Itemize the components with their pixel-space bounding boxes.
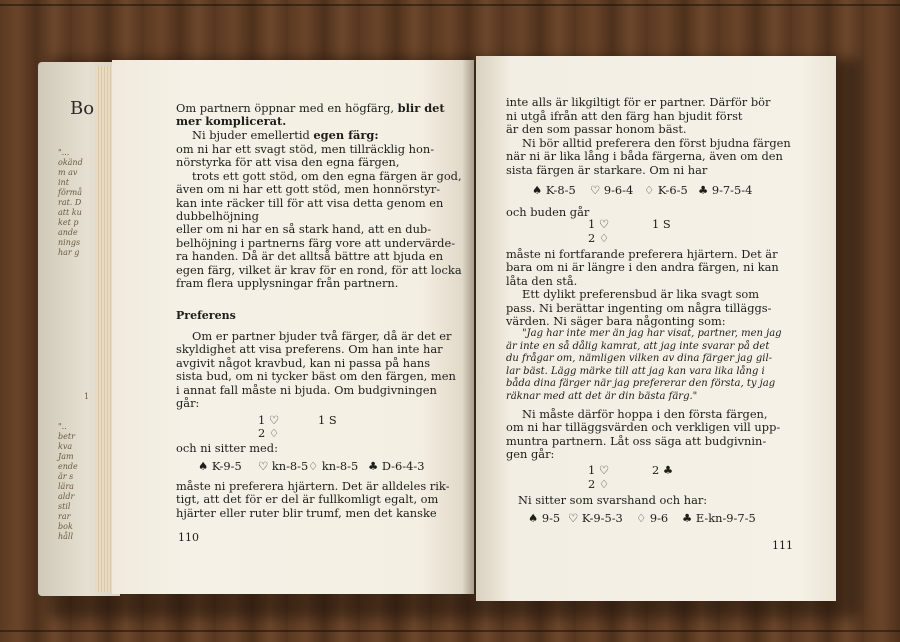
text-line: egen färg, vilket är krav för en rond, för att locka bbox=[176, 262, 462, 277]
text-line: om ni har tilläggsvärden och verkligen vill upp- bbox=[506, 420, 781, 435]
text-line: i annat fall måste ni bjuda. Om budgivningen bbox=[176, 382, 437, 397]
text-line: är inte en så dålig kamrat, att jag inte svarar på det bbox=[506, 340, 770, 352]
cover-blurb-bottom: ".. betr kva Jam ende är s lära aldr stil rar bok håll bbox=[58, 422, 78, 541]
hand-diamonds: ♢ kn-8-5 bbox=[308, 459, 359, 473]
text-line: belhöjning i partnerns färg vore att undervärde- bbox=[176, 235, 456, 250]
text-line: tigt, att det för er del är fullkomligt egalt, om bbox=[176, 492, 439, 507]
text-line: Ett dylikt preferensbud är lika svagt som bbox=[522, 287, 760, 302]
left-page bbox=[112, 60, 474, 594]
bid-line: 1 S bbox=[652, 217, 671, 231]
text-line: räknar med att det är din bästa färg." bbox=[506, 391, 698, 402]
section-heading: Preferens bbox=[176, 309, 236, 322]
table-seam bbox=[0, 4, 900, 6]
text-line: måste ni fortfarande preferera hjärtern. Det är bbox=[506, 247, 778, 261]
text-line: hjärter eller ruter blir trumf, men det kanske bbox=[176, 505, 437, 520]
text-line: muntra partnern. Låt oss säga att budgivnin- bbox=[506, 433, 767, 448]
bid-line: 1 ♡ bbox=[588, 217, 610, 231]
text-line: Ni måste därför hoppa i den första färgen, bbox=[522, 407, 768, 421]
cover-title: Bo bbox=[70, 98, 95, 119]
text-line: dubbelhöjning bbox=[176, 209, 259, 223]
text-line: båda dina färger när jag prefererar den första, ty jag bbox=[506, 378, 776, 390]
text-line: och buden går bbox=[506, 205, 590, 219]
hand-spades: ♠ 9-5 bbox=[528, 511, 561, 525]
text-line: Om partnern öppnar med en högfärg, blir det bbox=[176, 101, 445, 115]
text-line: går: bbox=[176, 396, 200, 410]
text-line: trots ett gott stöd, om den egna färgen är god, bbox=[192, 168, 462, 183]
bid-line: 2 ♢ bbox=[258, 426, 280, 440]
page-number: 111 bbox=[772, 539, 793, 552]
text-line: Ni sitter som svarshand och har: bbox=[518, 493, 708, 507]
text-line: och ni sitter med: bbox=[176, 441, 278, 455]
text-line: är den som passar honom bäst. bbox=[506, 122, 687, 137]
text-line: Ni bör alltid preferera den först bjudna färgen bbox=[522, 135, 791, 150]
text-line: bara om ni är längre i den andra färgen, ni kan bbox=[506, 260, 779, 275]
text-line: om ni har ett svagt stöd, men tillräcklig hon- bbox=[176, 142, 435, 156]
cover-blurb-top: "... okänd m av int förmå rat. D att ku ket p ande nings har g bbox=[58, 148, 83, 257]
text-line: gen går: bbox=[506, 447, 555, 462]
cover-page-number: 1 bbox=[84, 392, 90, 401]
text-line: fram flera upplysningar från partnern. bbox=[176, 276, 399, 290]
text-line: värden. Ni säger bara någonting som: bbox=[506, 314, 726, 328]
hand-hearts: ♡ kn-8-5 bbox=[258, 459, 309, 473]
text-line: ra handen. Då är det alltså bättre att bjuda en bbox=[176, 249, 444, 264]
text-line: ni utgå ifrån att den färg han bjudit först bbox=[506, 108, 743, 123]
page-number: 110 bbox=[178, 531, 199, 544]
text-line: Om er partner bjuder två färger, då är det er bbox=[192, 329, 452, 343]
text-line: även om ni har ett gott stöd, men honnörstyr- bbox=[176, 182, 441, 197]
bid-line: 2 ♢ bbox=[588, 231, 610, 245]
text-line: sista bud, om ni tycker bäst om den färgen, men bbox=[176, 369, 456, 384]
hand-diamonds: ♢ 9-6 bbox=[636, 511, 669, 525]
text-line: skyldighet att visa preferens. Om han inte har bbox=[176, 342, 443, 357]
text-line: Ni bjuder emellertid egen färg: bbox=[192, 128, 379, 142]
text-line: nörstyrka för att visa den egna färgen, bbox=[176, 155, 400, 170]
text-line: sista färgen är starkare. Om ni har bbox=[506, 163, 708, 177]
text-line: kan inte räcker till för att visa detta genom en bbox=[176, 195, 444, 210]
bid-line: 1 ♡ bbox=[258, 413, 280, 427]
text-line: måste ni preferera hjärtern. Det är alldeles rik- bbox=[176, 479, 450, 493]
hand-hearts: ♡ 9-6-4 bbox=[590, 183, 634, 197]
text-line: mer komplicerat. bbox=[176, 114, 287, 128]
hand-spades: ♠ K-9-5 bbox=[198, 459, 242, 473]
bid-line: 1 ♡ bbox=[588, 463, 610, 477]
table-seam bbox=[0, 630, 900, 632]
bid-line: 2 ♢ bbox=[588, 477, 610, 491]
text-line: eller om ni har en så stark hand, att en dub- bbox=[176, 222, 432, 237]
text-line: inte alls är likgiltigt för er partner. Därför bör bbox=[506, 95, 771, 109]
hand-clubs: ♣ D-6-4-3 bbox=[368, 459, 425, 473]
bid-line: 1 S bbox=[318, 413, 337, 427]
hand-diamonds: ♢ K-6-5 bbox=[644, 183, 688, 197]
text-line: du frågar om, nämligen vilken av dina färger jag gil- bbox=[506, 353, 773, 365]
text-line: pass. Ni berättar ingenting om några tilläggs- bbox=[506, 300, 772, 315]
text-line: när ni är lika lång i båda färgerna, även om den bbox=[506, 149, 783, 164]
hand-clubs: ♣ 9-7-5-4 bbox=[698, 183, 753, 197]
text-line: avgivit något kravbud, kan ni passa på hans bbox=[176, 355, 431, 370]
bid-line: 2 ♣ bbox=[652, 463, 674, 477]
hand-hearts: ♡ K-9-5-3 bbox=[568, 511, 623, 525]
hand-clubs: ♣ E-kn-9-7-5 bbox=[682, 511, 756, 525]
right-page bbox=[476, 56, 836, 601]
text-line: lar bäst. Lägg märke till att jag kan vara lika lång i bbox=[506, 365, 765, 377]
hand-spades: ♠ K-8-5 bbox=[532, 183, 576, 197]
text-line: "Jag har inte mer än jag har visat, partner, men jag bbox=[522, 328, 782, 339]
text-line: låta den stå. bbox=[506, 273, 578, 288]
